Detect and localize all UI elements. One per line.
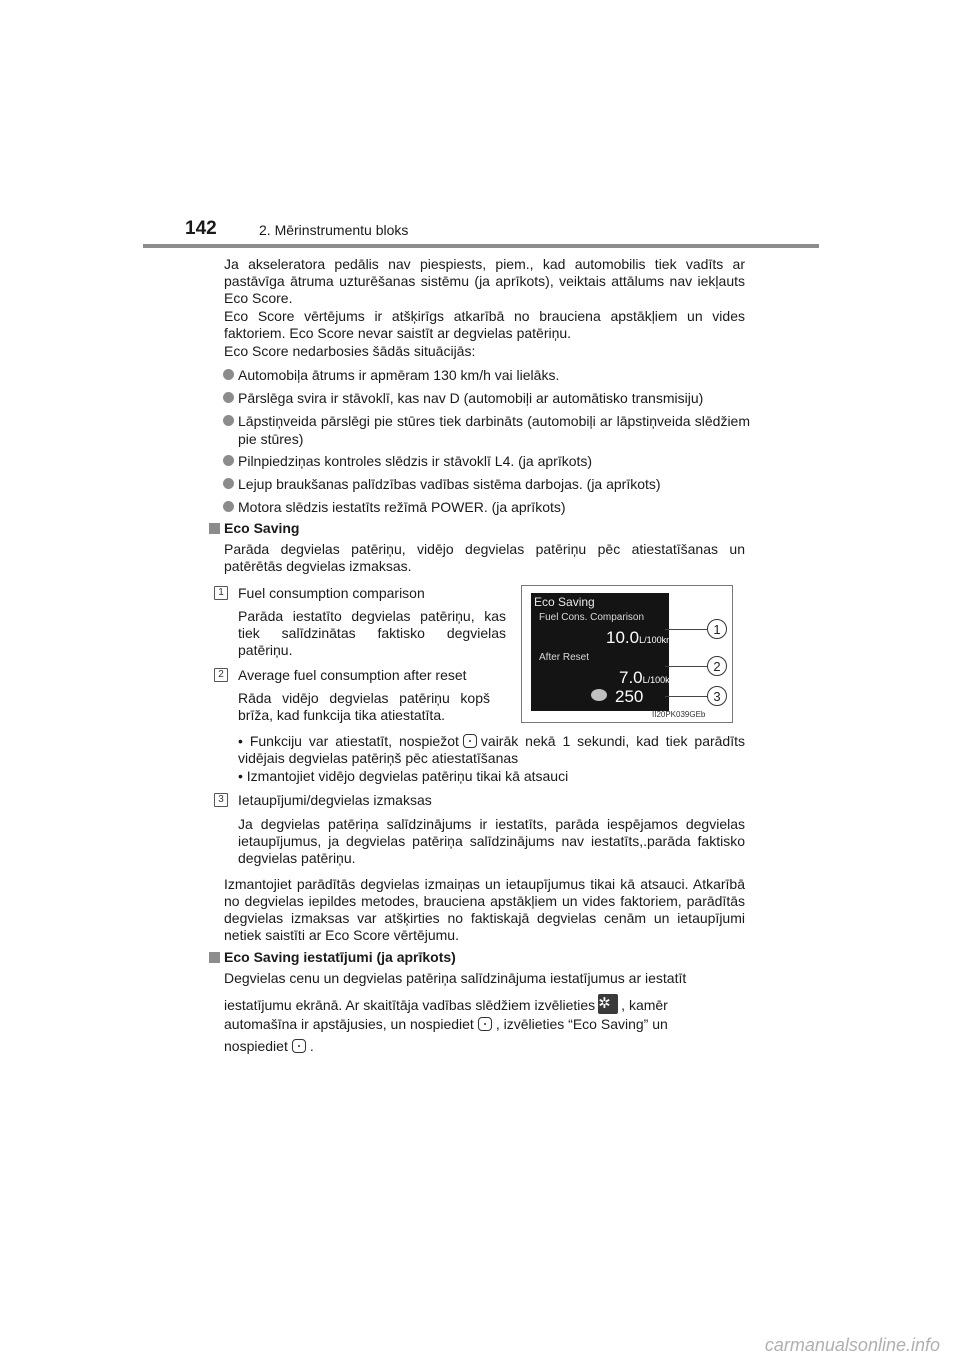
bullet-dot-icon [223, 369, 234, 380]
ok-button-icon [463, 734, 477, 748]
settings-line-4: nospiediet . [224, 1038, 314, 1054]
bullet-item: Automobiļa ātrums ir apmēram 130 km/h vai lielāks. [238, 366, 750, 384]
item-number-3-icon: 3 [214, 793, 228, 807]
eco-saving-note: Izmantojiet parādītās degvielas izmaiņas un ietaupījumus tikai kā atsauci. Atkarībā no degvielas iepildes metodes, brauciena apstākļiem un vides faktoriem, parādītās degvielas izmaksas var atšķirties no faktiskajā degvielas cenām un ietaupījumi netiek saistīti ar Eco Score vērtējumu. [224, 876, 745, 943]
bullet-dot-icon [223, 415, 234, 426]
figure-code: II20PK039GEb [652, 710, 706, 719]
settings-heading: Eco Saving iestatījumi (ja aprīkots) [224, 949, 456, 966]
header-rule [143, 244, 819, 248]
settings-line-1: Degvielas cenu un degvielas patēriņa salīdzinājuma iestatījumus ar iestatīt [224, 970, 687, 986]
sub-bullet-reference: • Izmantojiet vidējo degvielas patēriņu tikai kā atsauci [238, 768, 569, 784]
eco-saving-heading: Eco Saving [224, 520, 299, 537]
display-value-1: 10.0L/100km [606, 628, 674, 647]
bullet-item: Pārslēga svira ir stāvoklī, kas nav D (automobiļi ar automātisko transmisiju) [238, 389, 750, 407]
eco-saving-description: Parāda degvielas patēriņu, vidējo degvielas patēriņu pēc atiestatīšanas un patērētās degvielas izmaksas. [224, 541, 745, 574]
item-2-title: Average fuel consumption after reset [238, 667, 467, 683]
bullet-item: Lejup braukšanas palīdzības vadības sistēma darbojas. (ja aprīkots) [238, 475, 750, 493]
display-label-after-reset: After Reset [539, 652, 590, 663]
item-1-title: Fuel consumption comparison [238, 585, 425, 601]
intro-paragraph-1: Ja akseleratora pedālis nav piespiests, piem., kad automobilis tiek vadīts ar pastāvīga ātruma uzturēšanas sistēmu (ja aprīkots), veiktais attālums nav iekļauts Eco Score. [224, 256, 745, 306]
settings-line-2: iestatījumu ekrānā. Ar skaitītāja vadības slēdžiem izvēlieties✲ , kamēr [224, 994, 745, 1014]
bullet-item: Lāpstiņveida pārslēgi pie stūres tiek darbināts (automobiļi ar lāpstiņveida slēdžiem pie stūres) [238, 412, 750, 448]
gear-icon [598, 994, 618, 1014]
callout-line-1 [665, 629, 707, 630]
callout-2: 2 [707, 656, 727, 676]
item-1-description: Parāda iestatīto degvielas patēriņu, kas tiek salīdzinātas faktisko degvielas patēriņu. [238, 608, 506, 658]
ok-button-icon [292, 1039, 306, 1053]
square-bullet-icon [209, 523, 220, 534]
callout-line-3 [665, 696, 707, 697]
section-title: 2. Mērinstrumentu bloks [259, 222, 409, 238]
intro-paragraph-3: Eco Score nedarbosies šādās situācijās: [224, 343, 476, 359]
coin-icon [591, 689, 607, 701]
display-title: Eco Saving [534, 595, 595, 609]
square-bullet-icon [209, 952, 220, 963]
eco-saving-display [531, 593, 678, 711]
display-value-3: 250 [615, 687, 644, 706]
bullet-dot-icon [223, 478, 234, 489]
callout-line-2 [665, 666, 707, 667]
intro-paragraph-2: Eco Score vērtējums ir atšķirīgs atkarībā no brauciena apstākļiem un vides faktoriem. Eco Score nevar saistīt ar degvielas patēriņu. [224, 308, 745, 341]
bullet-item: Pilnpiedziņas kontroles slēdzis ir stāvoklī L4. (ja aprīkots) [238, 452, 750, 470]
sub-bullet-reset: • Funkciju var atiestatīt, nospiežot vairāk nekā 1 sekundi, kad tiek parādīts vidējais degvielas patēriņš pēc atiestatīšanas [238, 733, 745, 766]
display-label-fuel-cons: Fuel Cons. Comparison [539, 612, 645, 623]
settings-line-3: automašīna ir apstājusies, un nospiediet , izvēlieties “Eco Saving” un [224, 1016, 668, 1032]
item-3-title: Ietaupījumi/degvielas izmaksas [238, 792, 432, 808]
page-number: 142 [185, 218, 217, 239]
item-number-2-icon: 2 [214, 668, 228, 682]
item-2-description: Rāda vidējo degvielas patēriņu kopš brīža, kad funkcija tika atiestatīta. [238, 690, 490, 723]
item-number-1-icon: 1 [214, 586, 228, 600]
bullet-item: Motora slēdzis iestatīts režīmā POWER. (ja aprīkots) [238, 498, 750, 516]
callout-3: 3 [707, 686, 727, 706]
item-3-description: Ja degvielas patēriņa salīdzinājums ir iestatīts, parāda iespējamos degvielas ietaupījumus, ja degvielas patēriņa salīdzinājums nav iestatīts,.parāda faktisko degvielas patēriņu. [238, 816, 745, 866]
instrument-figure [521, 585, 733, 723]
bullet-dot-icon [223, 392, 234, 403]
footer-watermark: carmanualsonline.info [764, 1335, 940, 1355]
ok-button-icon [478, 1017, 492, 1031]
bullet-dot-icon [223, 455, 234, 466]
display-value-2: 7.0L/100km [619, 668, 678, 687]
callout-1: 1 [707, 619, 727, 639]
bullet-dot-icon [223, 501, 234, 512]
